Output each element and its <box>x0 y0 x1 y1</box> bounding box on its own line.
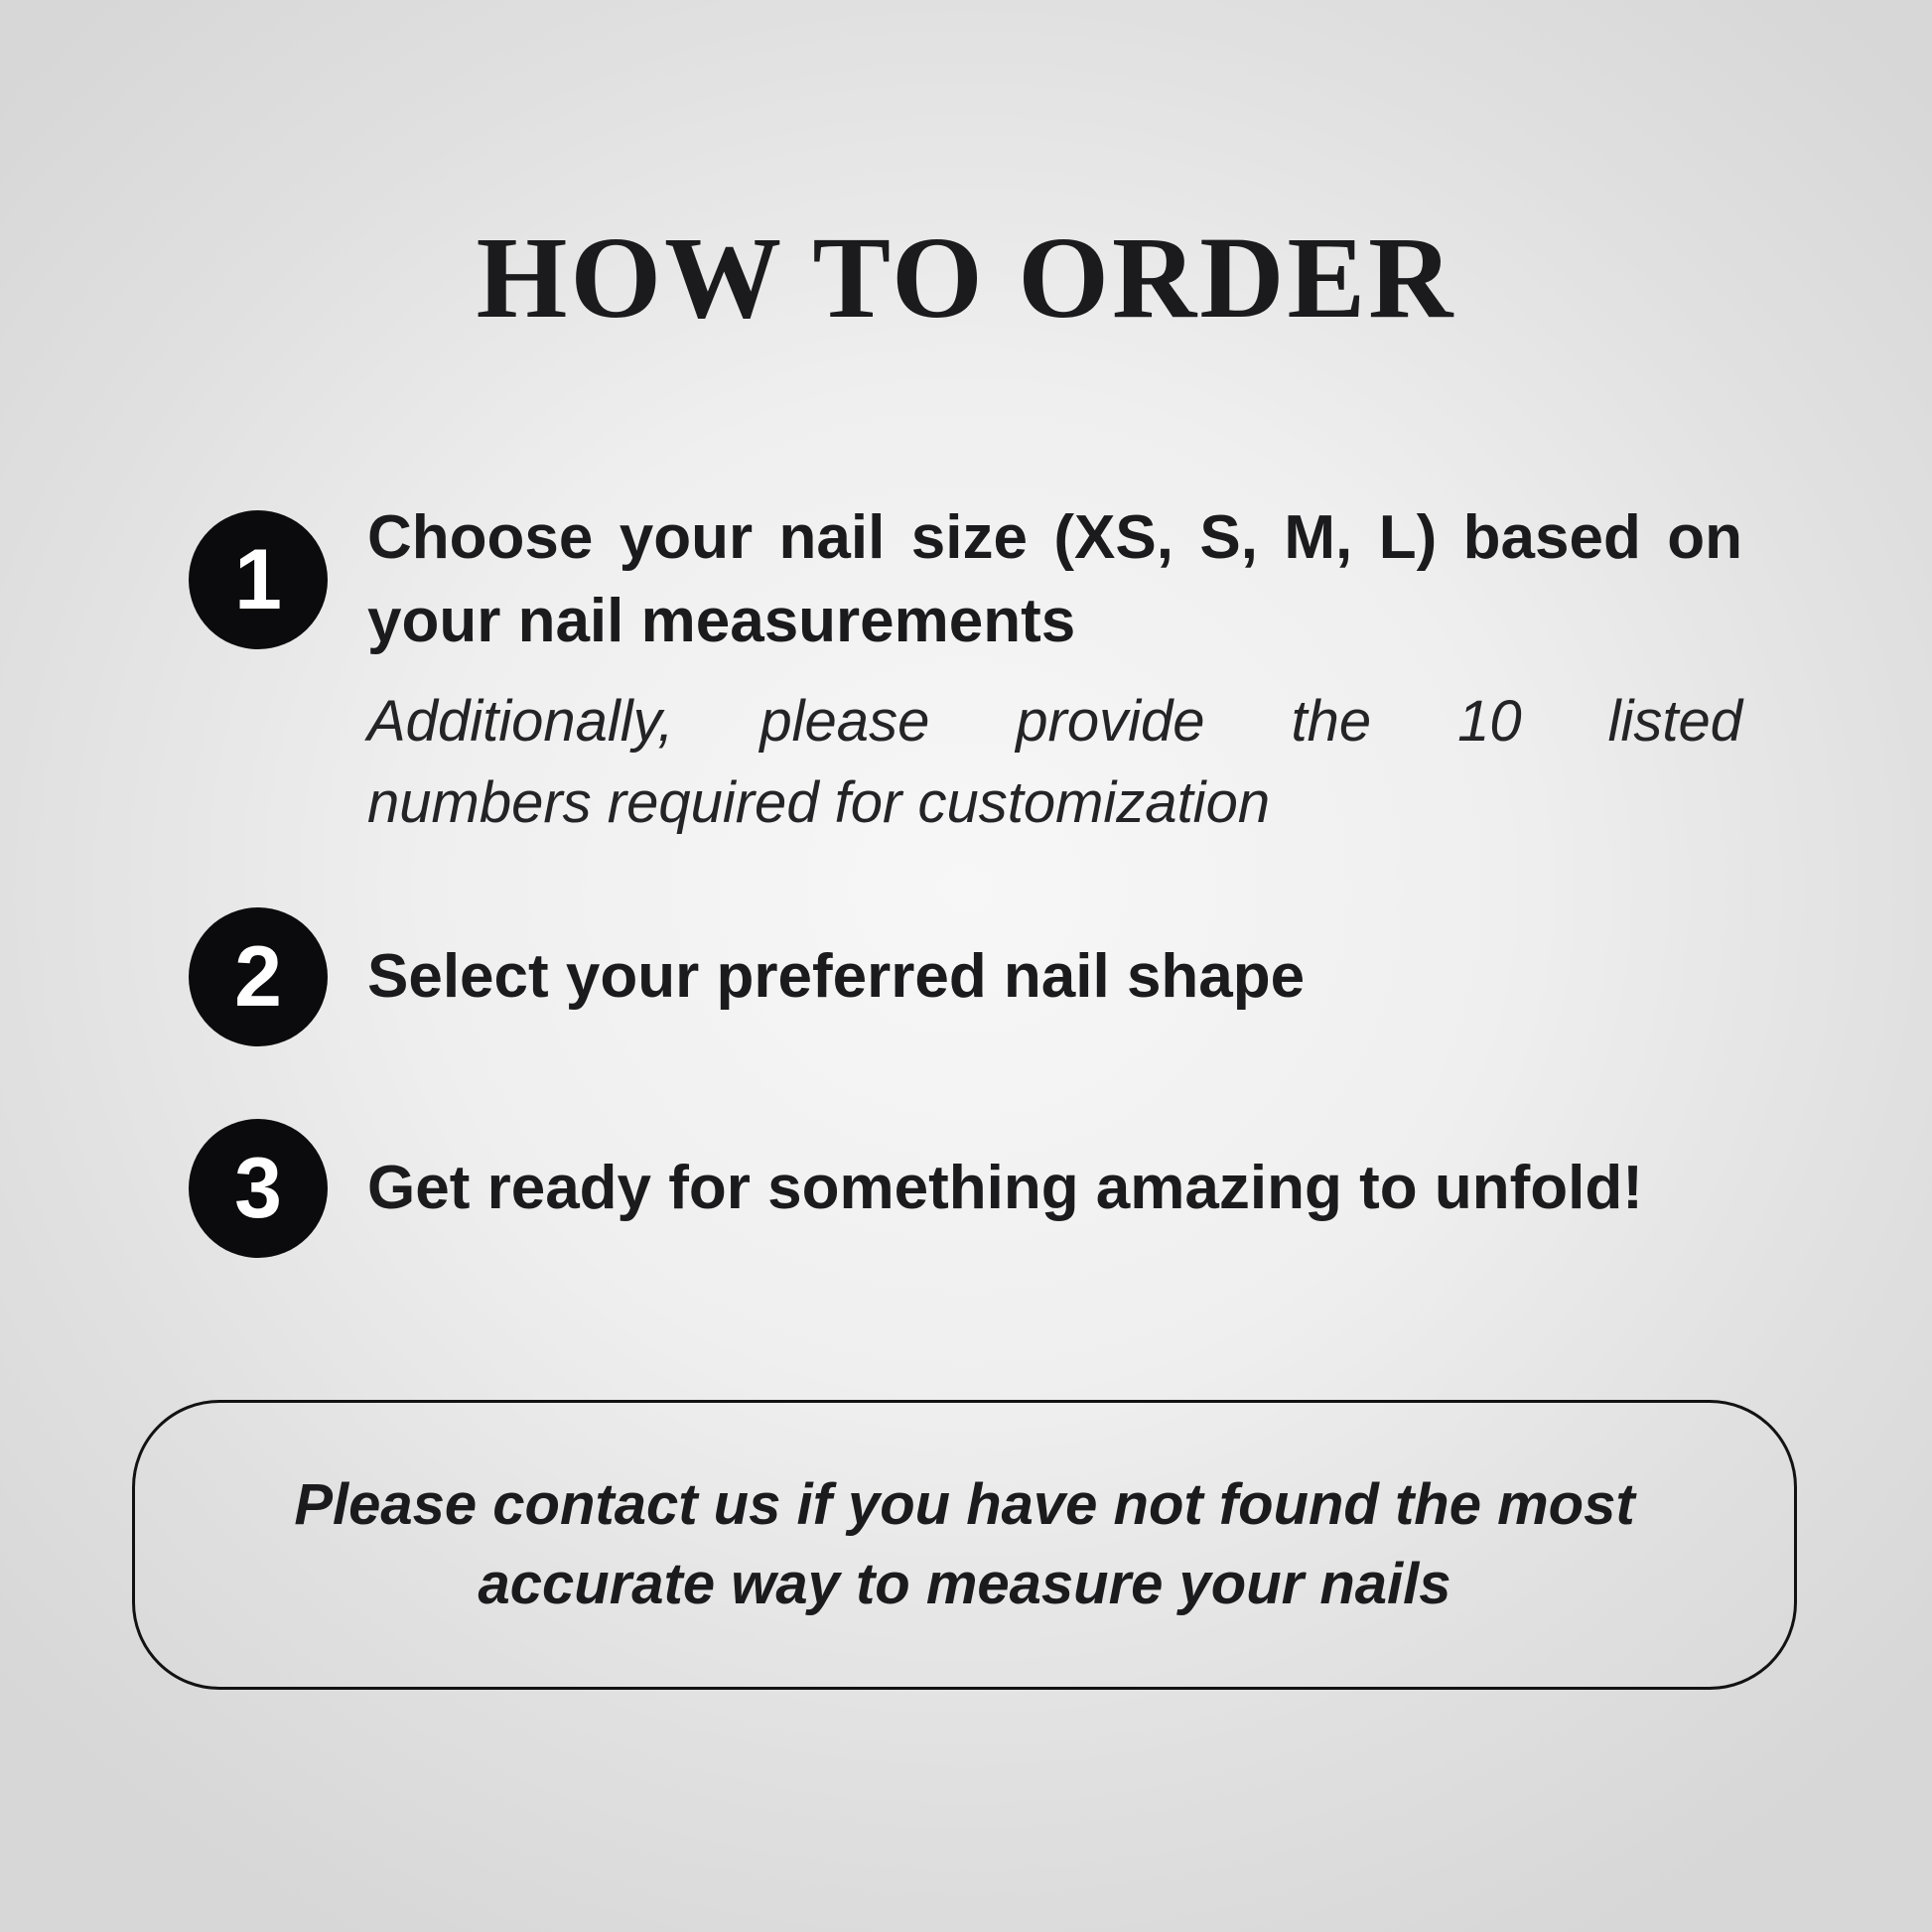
step-1-note <box>367 681 1742 844</box>
page-title: HOW TO ORDER <box>476 212 1456 343</box>
step-3-number: 3 <box>234 1141 282 1236</box>
step-1-number-badge <box>189 510 328 649</box>
step-1-note-line-1: Additionally, please provide the 10 listed <box>367 689 1742 754</box>
step-3-text <box>367 1147 1742 1230</box>
step-row-3 <box>189 1119 1742 1258</box>
step-row-1 <box>189 496 1742 663</box>
step-3-number-badge <box>189 1119 328 1258</box>
step-row-2 <box>189 907 1742 1046</box>
step-1-line-2: your nail measurements <box>367 587 1076 655</box>
step-2-line-1: Select your preferred nail shape <box>367 942 1306 1011</box>
contact-note-text <box>294 1465 1634 1624</box>
contact-note-line-1: Please contact us if you have not found the most <box>294 1472 1635 1537</box>
contact-note-box <box>132 1400 1797 1690</box>
step-1-number: 1 <box>234 532 282 627</box>
step-2-number: 2 <box>234 929 282 1025</box>
step-1-note-line-2: numbers required for customization <box>367 770 1271 835</box>
contact-note-line-2: accurate way to measure your nails <box>478 1552 1451 1616</box>
step-1-line-1: Choose your nail size (XS, S, M, L) based on <box>367 503 1742 572</box>
step-1-text <box>367 496 1742 663</box>
step-2-number-badge <box>189 907 328 1046</box>
step-3-line-1: Get ready for something amazing to unfold! <box>367 1154 1643 1222</box>
step-2-text <box>367 935 1742 1019</box>
